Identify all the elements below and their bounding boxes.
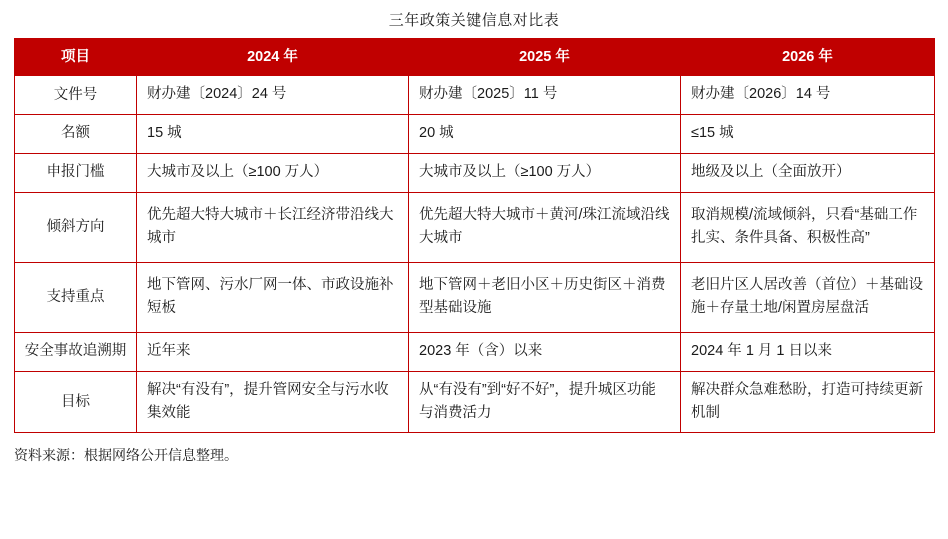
column-header-2025: 2025 年 xyxy=(409,39,681,76)
table-cell: ≤15 城 xyxy=(681,114,935,153)
table-cell: 解决群众急难愁盼，打造可持续更新机制 xyxy=(681,371,935,433)
table-cell: 优先超大特大城市＋黄河/珠江流域沿线大城市 xyxy=(409,192,681,262)
table-cell: 近年来 xyxy=(137,332,409,371)
table-cell: 从“有没有”到“好不好”，提升城区功能与消费活力 xyxy=(409,371,681,433)
table-cell: 地下管网、污水厂网一体、市政设施补短板 xyxy=(137,262,409,332)
table-row xyxy=(15,114,935,153)
policy-comparison-table xyxy=(14,38,935,433)
table-row xyxy=(15,332,935,371)
row-label: 支持重点 xyxy=(15,262,137,332)
table-row xyxy=(15,262,935,332)
row-label: 倾斜方向 xyxy=(15,192,137,262)
row-label: 目标 xyxy=(15,371,137,433)
table-cell: 解决“有没有”，提升管网安全与污水收集效能 xyxy=(137,371,409,433)
table-cell: 2024 年 1 月 1 日以来 xyxy=(681,332,935,371)
table-cell: 优先超大特大城市＋长江经济带沿线大城市 xyxy=(137,192,409,262)
table-cell: 老旧片区人居改善（首位）＋基础设施＋存量土地/闲置房屋盘活 xyxy=(681,262,935,332)
column-header-2024: 2024 年 xyxy=(137,39,409,76)
column-header-2026: 2026 年 xyxy=(681,39,935,76)
row-label: 安全事故追溯期 xyxy=(15,332,137,371)
table-cell: 财办建〔2024〕24 号 xyxy=(137,76,409,115)
table-cell: 大城市及以上（≥100 万人） xyxy=(409,153,681,192)
row-label: 文件号 xyxy=(15,76,137,115)
page-title: 三年政策关键信息对比表 xyxy=(388,12,560,29)
row-label: 名额 xyxy=(15,114,137,153)
source-note: 资料来源：根据网络公开信息整理。 xyxy=(14,447,238,464)
table-cell: 大城市及以上（≥100 万人） xyxy=(137,153,409,192)
table-cell: 取消规模/流域倾斜，只看“基础工作扎实、条件具备、积极性高” xyxy=(681,192,935,262)
table-cell: 财办建〔2026〕14 号 xyxy=(681,76,935,115)
table-cell: 20 城 xyxy=(409,114,681,153)
table-cell: 地下管网＋老旧小区＋历史街区＋消费型基础设施 xyxy=(409,262,681,332)
column-header-item: 项目 xyxy=(15,39,137,76)
table-row xyxy=(15,371,935,433)
table-row xyxy=(15,153,935,192)
table-row xyxy=(15,192,935,262)
table-header-row xyxy=(15,39,935,76)
table-cell: 财办建〔2025〕11 号 xyxy=(409,76,681,115)
table-body xyxy=(15,76,935,433)
table-cell: 2023 年（含）以来 xyxy=(409,332,681,371)
row-label: 申报门槛 xyxy=(15,153,137,192)
table-cell: 15 城 xyxy=(137,114,409,153)
table-row xyxy=(15,76,935,115)
table-cell: 地级及以上（全面放开） xyxy=(681,153,935,192)
